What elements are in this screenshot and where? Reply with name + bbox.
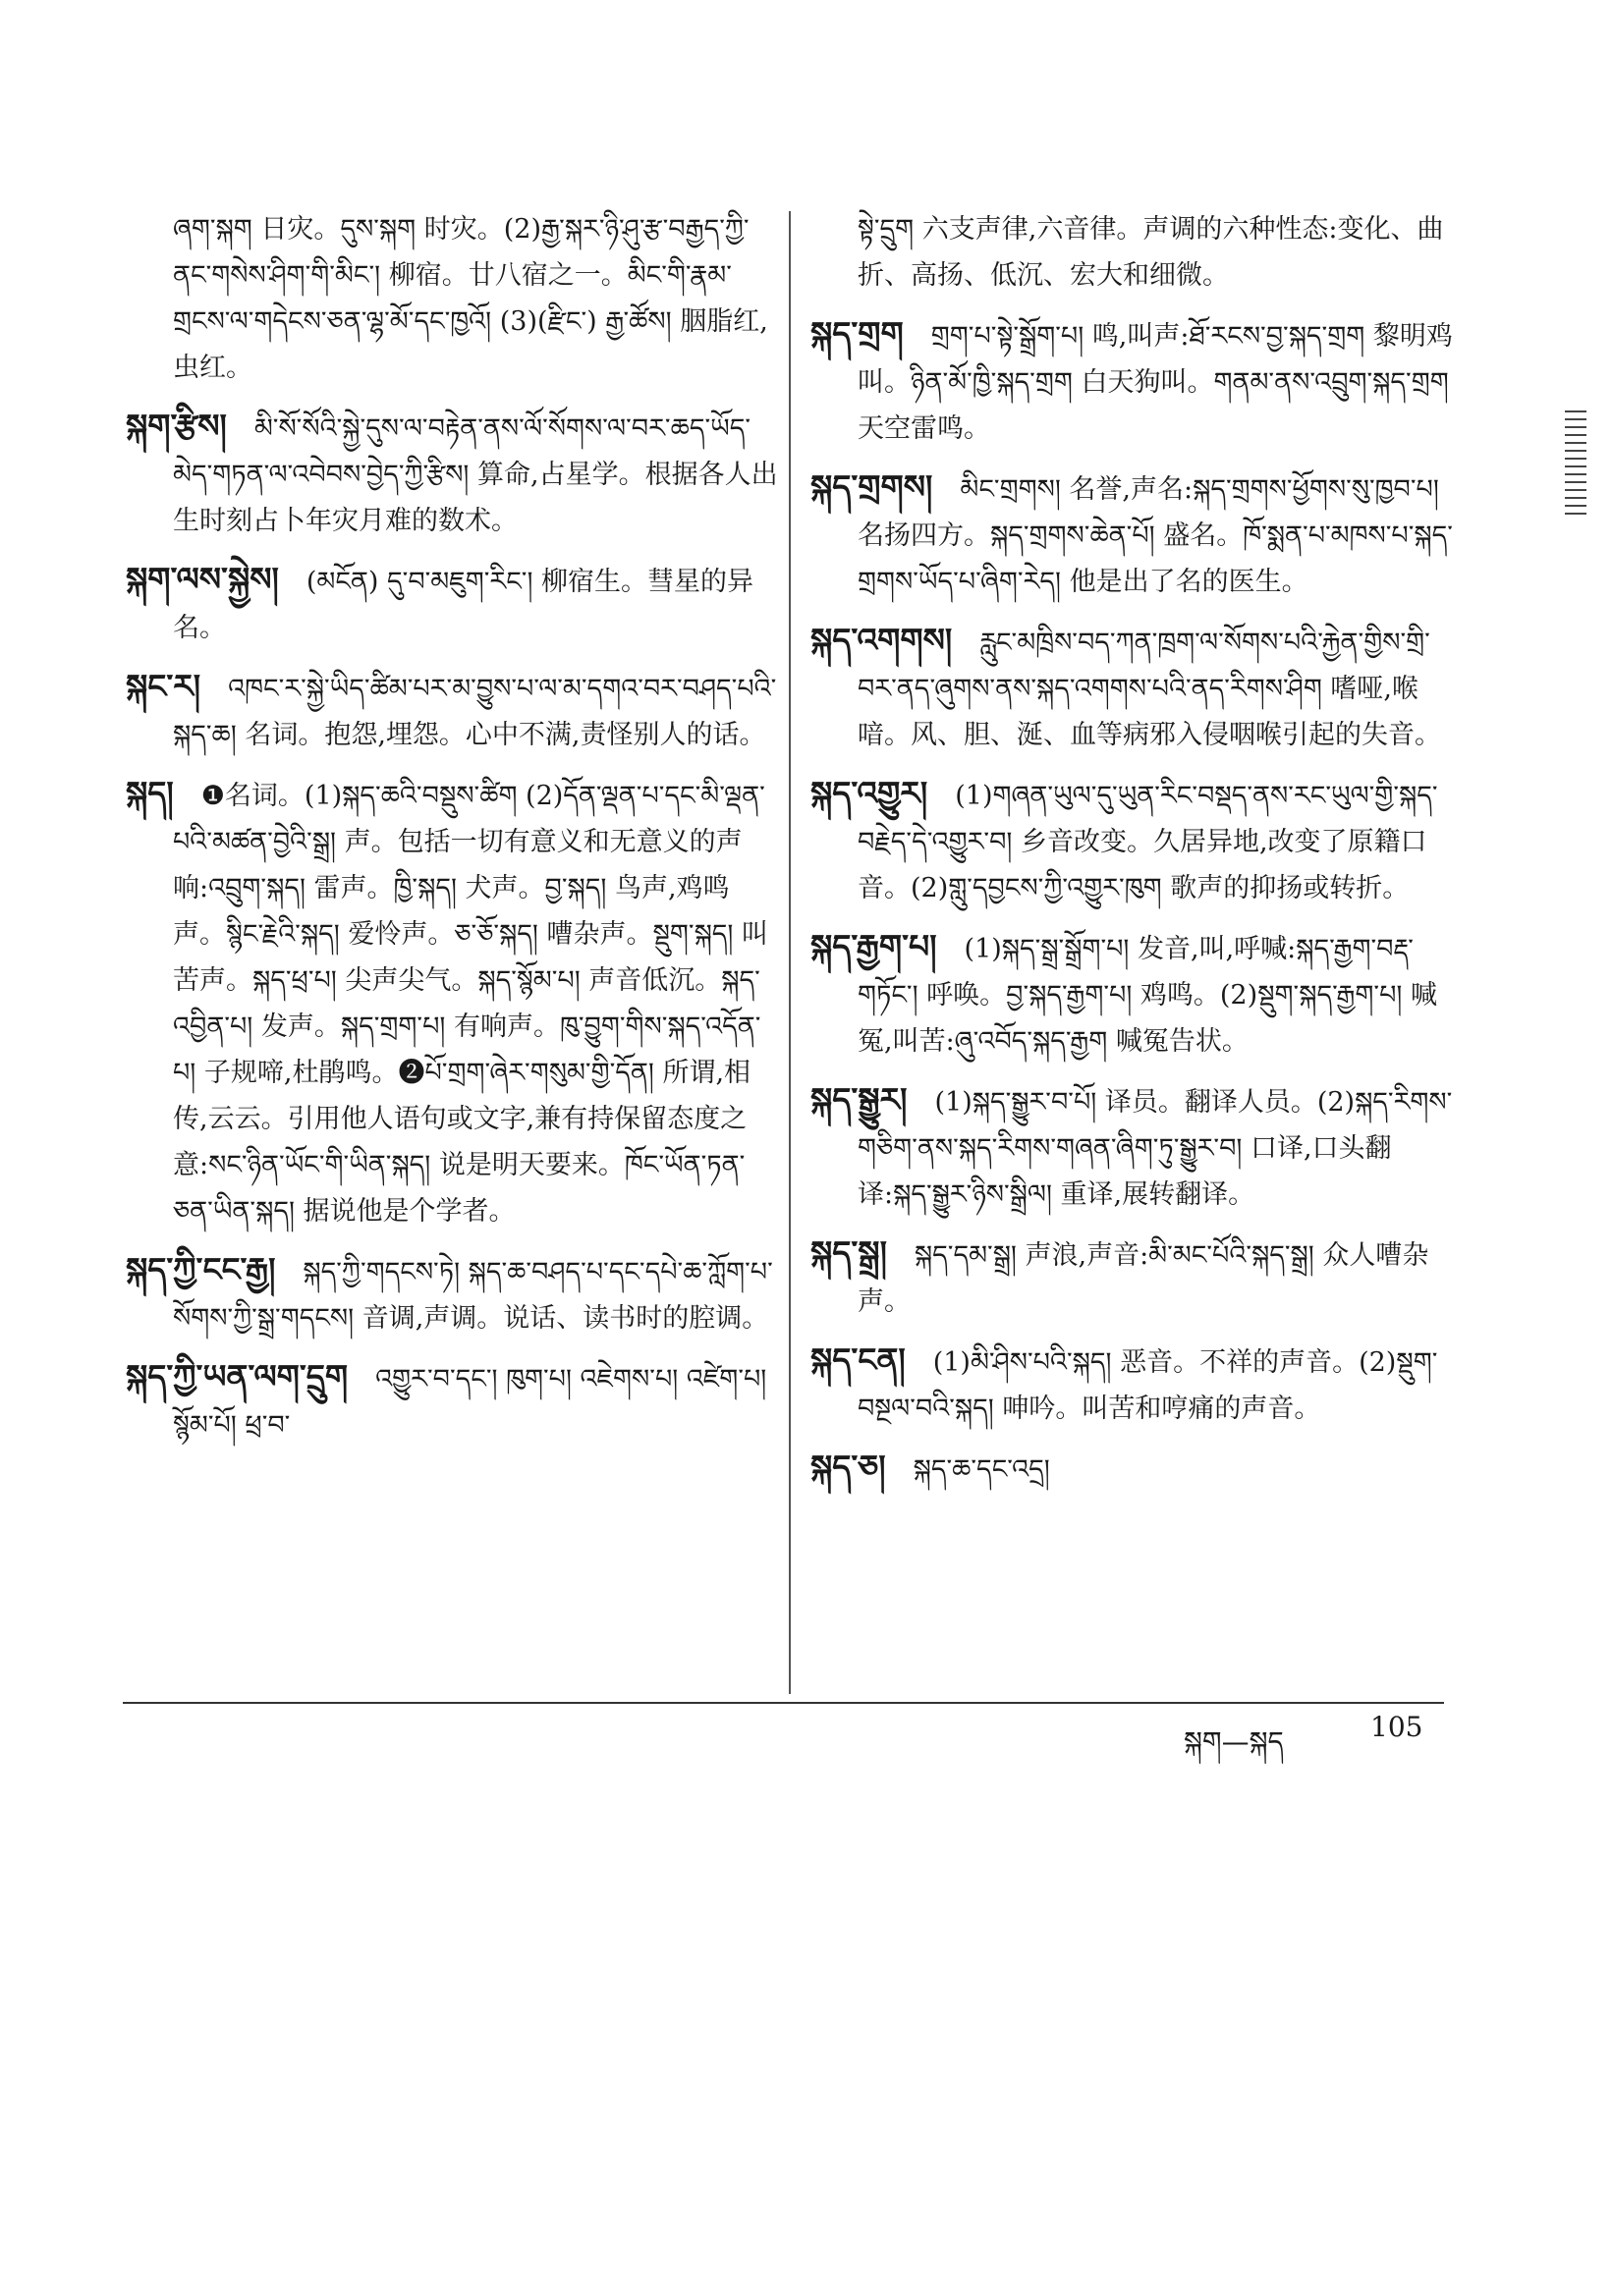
dictionary-entry: [810, 923, 1459, 1065]
entry-definition: ཞག་སྐག 日灾。དུས་སྐག 时灾。(2)རྒྱ་སྐར་ཉི་ཤུ་རྩ་བརྒྱད་ཀྱི་ནང་གསེས་ཤིག་གི་མིང་། 柳宿。廿八宿之一。མིང་གི་རྣམ་གྲངས་ལ་གདེངས་ཅན་ལྷ་མོ་དང་ཁྱའོ། (3)(རྫིང་) རྒྱ་ཚོས། 胭脂红,虫红。: [173, 214, 768, 383]
entry-headword: སྐད་གྲགས།: [810, 467, 933, 506]
dictionary-entry: [810, 1444, 1459, 1493]
entry-definition: རླུང་མཁྲིས་བད་ཀན་ཁྲག་ལ་སོགས་པའི་རྐྱེན་གྱིས་གྲི་བར་ནད་ཞུགས་ནས་སྐད་འགགས་པའི་ནད་རིགས་ཤིག 嗜哑,喉喑。风、胆、涎、血等病邪入侵咽喉引起的失音。: [858, 628, 1441, 750]
entry-headword: སྐད་ཀྱི་ཡན་ལག་དྲུག: [126, 1357, 349, 1395]
entry-definition: (1)སྐད་སྒྱུར་བ་པོ། 译员。翻译人员。(2)སྐད་རིགས་གཅིག་ནས་སྐད་རིགས་གཞན་ཞིག་ཏུ་སྒྱུར་བ། 口译,口头翻译:སྐད་སྒྱུར་ཉིས་སྒྲིལ། 重译,展转翻译。: [858, 1087, 1453, 1210]
entry-headword: སྐང་ར།: [126, 667, 201, 705]
entry-headword: སྐག་རྩིས།: [126, 407, 227, 445]
dictionary-entry: [126, 556, 779, 651]
dictionary-entry: [810, 1230, 1459, 1325]
entry-definition: སྐད་ཆ་དང་འདྲ།: [913, 1454, 1050, 1485]
dictionary-entry: [126, 770, 779, 1234]
entry-headword: སྐད་གྲག: [810, 314, 904, 353]
running-head: སྐག—སྐད: [1184, 1725, 1284, 1758]
entry-definition: འཁང་ར་སྐྱེ་ཡིད་ཚིམ་པར་མ་བྱུས་པ་ལ་མ་དགའ་བར་བཤད་པའི་སྐད་ཆ། 名词。抱怨,埋怨。心中不满,责怪别人的话。: [173, 674, 777, 750]
entry-headword: སྐད།: [126, 774, 174, 812]
entry-definition: སྟེ་དྲུག 六支声律,六音律。声调的六种性态:变化、曲折、高扬、低沉、宏大和细微。: [858, 214, 1444, 291]
entry-definition: (1)སྐད་སྒྲ་སྒྲོག་པ། 发音,叫,呼喊:སྐད་རྒྱག་བརྡ་གཏོང་། 呼唤。བྱ་སྐད་རྒྱག་པ། 鸡鸣。(2)སྡུག་སྐད་རྒྱག་པ། 喊冤,叫苦:ཞུ་འབོད་སྐད་རྒྱག 喊冤告状。: [858, 934, 1437, 1057]
entry-definition: སྐད་ཀྱི་གདངས་ཏེ། སྐད་ཆ་བཤད་པ་དང་དཔེ་ཆ་ཀློག་པ་སོགས་ཀྱི་སྒྲ་གདངས། 音调,声调。说话、读书时的腔调。: [173, 1257, 773, 1334]
entry-headword: སྐག་ལས་སྐྱེས།: [126, 560, 279, 598]
entry-headword: སྐད་རྒྱག་པ།: [810, 927, 937, 965]
entry-definition: (མངོན) དུ་བ་མཇུག་རིང་། 柳宿生。彗星的异名。: [173, 567, 754, 643]
dictionary-entry: [126, 206, 779, 391]
entry-definition: (1)མི་ཤིས་པའི་སྐད། 恶音。不祥的声音。(2)སྡུག་བསྔལ་བའི་སྐད། 呻吟。叫苦和哼痛的声音。: [858, 1347, 1438, 1424]
dictionary-entry: [810, 1076, 1459, 1218]
entry-headword: སྐད་ཀྱི་ངང་རྒྱ།: [126, 1250, 276, 1288]
entry-headword: སྐད་ངན།: [810, 1340, 906, 1379]
dictionary-entry: [126, 663, 779, 758]
entry-definition: གྲག་པ་སྟེ་སྒྲོག་པ། 鸣,叫声:ཐོ་རངས་བྱ་སྐད་གྲག 黎明鸡叫。ཉིན་མོ་ཁྱི་སྐད་གྲག 白天狗叫。གནམ་ནས་འབྲུག་སྐད་གྲག 天空雷鸣。: [858, 321, 1453, 444]
left-column: [126, 206, 779, 1460]
entry-definition: མིང་གྲགས། 名誉,声名:སྐད་གྲགས་ཕྱོགས་སུ་ཁྱབ་པ། 名扬四方。སྐད་གྲགས་ཆེན་པོ། 盛名。ཁོ་སྨན་པ་མཁས་པ་སྐད་གྲགས་ཡོད་པ་ཞིག་རེད། 他是出了名的医生。: [858, 474, 1453, 597]
dictionary-entry: [810, 206, 1459, 299]
entry-headword: སྐད་འགགས།: [810, 621, 953, 659]
dictionary-entry: [810, 770, 1459, 911]
entry-headword: སྐད་ཅ།: [810, 1448, 886, 1486]
dictionary-entry: [810, 617, 1459, 758]
footer-rule: [123, 1702, 1444, 1704]
right-column: [810, 206, 1459, 1504]
dictionary-entry: [126, 403, 779, 544]
entry-definition: (1)གཞན་ཡུལ་དུ་ཡུན་རིང་བསྡད་ནས་རང་ཡུལ་གྱི་སྐད་བརྗེད་དེ་འགྱུར་བ། 乡音改变。久居异地,改变了原籍口音。(2)གླུ་དབྱངས་ཀྱི་འགྱུར་ཁུག 歌声的抑扬或转折。: [858, 781, 1438, 903]
dictionary-entry: [126, 1353, 779, 1449]
dictionary-entry: [810, 310, 1459, 452]
entry-definition: མི་སོ་སོའི་སྐྱེ་དུས་ལ་བརྟེན་ནས་ལོ་སོགས་ལ་བར་ཆད་ཡོད་མེད་གཏན་ལ་འབེབས་བྱེད་ཀྱི་རྩིས། 算命,占星学。根据各人出生时刻占卜年灾月难的数术。: [173, 413, 778, 536]
entry-headword: སྐད་སྒྱུར།: [810, 1080, 908, 1119]
dictionary-entry: [126, 1246, 779, 1341]
entry-headword: སྐད་འགྱུར།: [810, 774, 928, 812]
dictionary-entry: [810, 464, 1459, 605]
dictionary-entry: [810, 1337, 1459, 1432]
entry-definition: ❶名词。(1)སྐད་ཆའི་བསྡུས་ཚིག (2)དོན་ལྡན་པ་དང་མི་ལྡན་པའི་མཚན་བྱེའི་སྒྲ། 声。包括一切有意义和无意义的声响:འབྲུག་སྐད། 雷声。ཁྱི་སྐད། 犬声。བྱ་སྐད། 鸟声,鸡鸣声。སྙིང་རྗེའི་སྐད། 爱怜声。ཅ་ཅོ་སྐད། 嘈杂声。སྡུག་སྐད། 叫苦声。སྐད་ཕྲ་པ། 尖声尖气。སྐད་སྙོམ་པ། 声音低沉。སྐད་འབྱིན་པ། 发声。སྐད་གྲག་པ། 有响声。ཁུ་བྱུག་གིས་སྐད་འདོན་པ། 子规啼,杜鹃鸣。❷པོ་གྲག་ཞེར་གསུམ་གྱི་དོན། 所谓,相传,云云。引用他人语句或文字,兼有持保留态度之意:སང་ཉིན་ཡོང་གི་ཡིན་སྐད། 说是明天要来。ཁོང་ཡོན་ཏན་ཅན་ཡིན་སྐད། 据说他是个学者。: [173, 781, 769, 1227]
page-number: 105: [1370, 1711, 1423, 1743]
entry-headword: སྐད་སྒྲ།: [810, 1233, 887, 1272]
margin-ruler-marks: [1565, 410, 1586, 519]
column-divider: [789, 211, 791, 1694]
entry-definition: སྐད་དམ་སྒྲ། 声浪,声音:མི་མང་པོའི་སྐད་སྒྲ། 众人嘈杂声。: [858, 1240, 1429, 1317]
entry-definition: འགྱུར་བ་དང་། ཁུག་པ། འཇེགས་པ། འཛེག་པ། སྙོམ་པོ། ཕྲ་བ་: [173, 1364, 767, 1441]
